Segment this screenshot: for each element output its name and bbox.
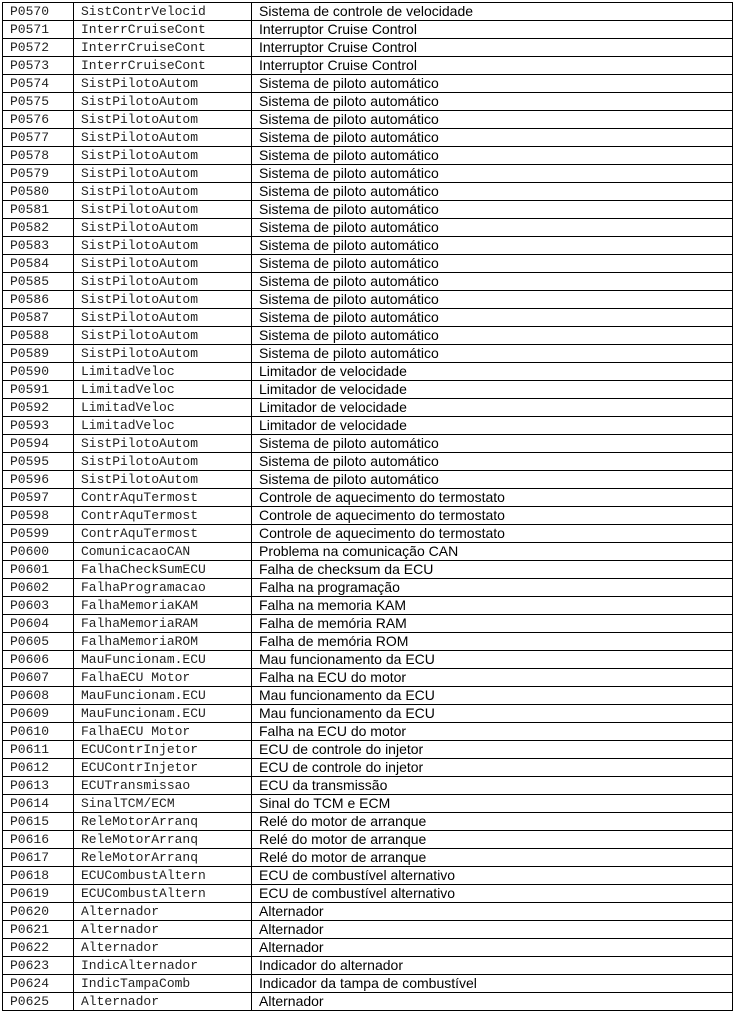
table-row bbox=[3, 363, 733, 381]
table-row bbox=[3, 327, 733, 345]
abbreviation-cell: SistPilotoAutom bbox=[74, 201, 252, 219]
abbreviation-cell: LimitadVeloc bbox=[74, 381, 252, 399]
fault-code-cell: P0577 bbox=[3, 129, 74, 147]
abbreviation-cell: ECUContrInjetor bbox=[74, 759, 252, 777]
fault-code-cell: P0570 bbox=[3, 3, 74, 21]
table-row bbox=[3, 867, 733, 885]
table-row bbox=[3, 723, 733, 741]
fault-code-cell: P0619 bbox=[3, 885, 74, 903]
description-cell: ECU de combustível alternativo bbox=[252, 867, 733, 885]
description-cell: Sistema de piloto automático bbox=[252, 345, 733, 363]
table-row bbox=[3, 381, 733, 399]
fault-code-cell: P0624 bbox=[3, 975, 74, 993]
table-row bbox=[3, 291, 733, 309]
abbreviation-cell: ReleMotorArranq bbox=[74, 831, 252, 849]
abbreviation-cell: SistPilotoAutom bbox=[74, 273, 252, 291]
table-row bbox=[3, 651, 733, 669]
abbreviation-cell: SistPilotoAutom bbox=[74, 309, 252, 327]
description-cell: Sistema de piloto automático bbox=[252, 471, 733, 489]
description-cell: Limitador de velocidade bbox=[252, 417, 733, 435]
description-cell: Mau funcionamento da ECU bbox=[252, 651, 733, 669]
abbreviation-cell: FalhaMemoriaKAM bbox=[74, 597, 252, 615]
description-cell: Falha na programação bbox=[252, 579, 733, 597]
fault-code-cell: P0605 bbox=[3, 633, 74, 651]
abbreviation-cell: InterrCruiseCont bbox=[74, 21, 252, 39]
description-cell: ECU de combustível alternativo bbox=[252, 885, 733, 903]
fault-code-cell: P0573 bbox=[3, 57, 74, 75]
fault-code-cell: P0614 bbox=[3, 795, 74, 813]
abbreviation-cell: ECUCombustAltern bbox=[74, 885, 252, 903]
table-row bbox=[3, 273, 733, 291]
description-cell: Falha na ECU do motor bbox=[252, 723, 733, 741]
fault-code-cell: P0578 bbox=[3, 147, 74, 165]
fault-code-cell: P0581 bbox=[3, 201, 74, 219]
abbreviation-cell: Alternador bbox=[74, 903, 252, 921]
table-row bbox=[3, 3, 733, 21]
abbreviation-cell: ReleMotorArranq bbox=[74, 849, 252, 867]
description-cell: Indicador da tampa de combustível bbox=[252, 975, 733, 993]
fault-code-cell: P0617 bbox=[3, 849, 74, 867]
description-cell: Falha na ECU do motor bbox=[252, 669, 733, 687]
table-row bbox=[3, 57, 733, 75]
fault-code-cell: P0580 bbox=[3, 183, 74, 201]
fault-code-cell: P0600 bbox=[3, 543, 74, 561]
table-row bbox=[3, 669, 733, 687]
abbreviation-cell: ComunicacaoCAN bbox=[74, 543, 252, 561]
fault-code-cell: P0572 bbox=[3, 39, 74, 57]
description-cell: Problema na comunicação CAN bbox=[252, 543, 733, 561]
table-row bbox=[3, 75, 733, 93]
table-row bbox=[3, 399, 733, 417]
abbreviation-cell: SistPilotoAutom bbox=[74, 453, 252, 471]
abbreviation-cell: MauFuncionam.ECU bbox=[74, 651, 252, 669]
abbreviation-cell: ContrAquTermost bbox=[74, 525, 252, 543]
fault-code-cell: P0575 bbox=[3, 93, 74, 111]
table-row bbox=[3, 255, 733, 273]
fault-code-cell: P0579 bbox=[3, 165, 74, 183]
fault-code-cell: P0608 bbox=[3, 687, 74, 705]
table-row bbox=[3, 795, 733, 813]
fault-code-cell: P0595 bbox=[3, 453, 74, 471]
description-cell: Sistema de piloto automático bbox=[252, 309, 733, 327]
description-cell: Sistema de piloto automático bbox=[252, 147, 733, 165]
fault-code-cell: P0587 bbox=[3, 309, 74, 327]
abbreviation-cell: SistPilotoAutom bbox=[74, 129, 252, 147]
description-cell: Interruptor Cruise Control bbox=[252, 21, 733, 39]
table-row bbox=[3, 561, 733, 579]
description-cell: Alternador bbox=[252, 939, 733, 957]
table-row bbox=[3, 885, 733, 903]
table-row bbox=[3, 975, 733, 993]
table-row bbox=[3, 489, 733, 507]
abbreviation-cell: FalhaMemoriaROM bbox=[74, 633, 252, 651]
description-cell: Limitador de velocidade bbox=[252, 381, 733, 399]
fault-code-cell: P0584 bbox=[3, 255, 74, 273]
table-row bbox=[3, 21, 733, 39]
description-cell: Sistema de piloto automático bbox=[252, 75, 733, 93]
abbreviation-cell: SistPilotoAutom bbox=[74, 471, 252, 489]
description-cell: Sistema de piloto automático bbox=[252, 183, 733, 201]
description-cell: Sistema de piloto automático bbox=[252, 255, 733, 273]
description-cell: Sistema de piloto automático bbox=[252, 201, 733, 219]
abbreviation-cell: FalhaMemoriaRAM bbox=[74, 615, 252, 633]
fault-code-table bbox=[2, 2, 733, 1011]
description-cell: Sistema de piloto automático bbox=[252, 219, 733, 237]
abbreviation-cell: SistPilotoAutom bbox=[74, 165, 252, 183]
table-row bbox=[3, 39, 733, 57]
description-cell: Alternador bbox=[252, 921, 733, 939]
table-row bbox=[3, 309, 733, 327]
fault-code-cell: P0622 bbox=[3, 939, 74, 957]
fault-code-cell: P0585 bbox=[3, 273, 74, 291]
abbreviation-cell: InterrCruiseCont bbox=[74, 39, 252, 57]
description-cell: Falha de checksum da ECU bbox=[252, 561, 733, 579]
table-row bbox=[3, 615, 733, 633]
fault-code-cell: P0616 bbox=[3, 831, 74, 849]
abbreviation-cell: MauFuncionam.ECU bbox=[74, 687, 252, 705]
fault-code-cell: P0604 bbox=[3, 615, 74, 633]
table-row bbox=[3, 165, 733, 183]
description-cell: Relé do motor de arranque bbox=[252, 849, 733, 867]
fault-code-cell: P0599 bbox=[3, 525, 74, 543]
fault-code-cell: P0611 bbox=[3, 741, 74, 759]
table-row bbox=[3, 471, 733, 489]
description-cell: Sistema de piloto automático bbox=[252, 273, 733, 291]
table-row bbox=[3, 237, 733, 255]
description-cell: Sistema de piloto automático bbox=[252, 327, 733, 345]
description-cell: Relé do motor de arranque bbox=[252, 831, 733, 849]
fault-code-cell: P0612 bbox=[3, 759, 74, 777]
table-row bbox=[3, 129, 733, 147]
table-row bbox=[3, 831, 733, 849]
fault-code-cell: P0597 bbox=[3, 489, 74, 507]
abbreviation-cell: SistPilotoAutom bbox=[74, 435, 252, 453]
fault-code-cell: P0609 bbox=[3, 705, 74, 723]
abbreviation-cell: SistPilotoAutom bbox=[74, 75, 252, 93]
table-row bbox=[3, 435, 733, 453]
description-cell: ECU de controle do injetor bbox=[252, 759, 733, 777]
fault-code-cell: P0574 bbox=[3, 75, 74, 93]
table-row bbox=[3, 687, 733, 705]
fault-code-cell: P0593 bbox=[3, 417, 74, 435]
table-row bbox=[3, 759, 733, 777]
table-row bbox=[3, 705, 733, 723]
fault-code-cell: P0613 bbox=[3, 777, 74, 795]
abbreviation-cell: SistPilotoAutom bbox=[74, 147, 252, 165]
fault-code-cell: P0610 bbox=[3, 723, 74, 741]
table-row bbox=[3, 417, 733, 435]
table-row bbox=[3, 507, 733, 525]
description-cell: Interruptor Cruise Control bbox=[252, 39, 733, 57]
fault-code-cell: P0598 bbox=[3, 507, 74, 525]
abbreviation-cell: LimitadVeloc bbox=[74, 399, 252, 417]
abbreviation-cell: SinalTCM/ECM bbox=[74, 795, 252, 813]
fault-code-rows bbox=[3, 3, 733, 1011]
table-row bbox=[3, 633, 733, 651]
abbreviation-cell: Alternador bbox=[74, 939, 252, 957]
fault-code-cell: P0620 bbox=[3, 903, 74, 921]
abbreviation-cell: IndicTampaComb bbox=[74, 975, 252, 993]
description-cell: Alternador bbox=[252, 903, 733, 921]
fault-code-cell: P0576 bbox=[3, 111, 74, 129]
table-row bbox=[3, 183, 733, 201]
table-row bbox=[3, 93, 733, 111]
fault-code-cell: P0588 bbox=[3, 327, 74, 345]
table-row bbox=[3, 147, 733, 165]
abbreviation-cell: FalhaECU Motor bbox=[74, 723, 252, 741]
description-cell: Limitador de velocidade bbox=[252, 363, 733, 381]
table-row bbox=[3, 777, 733, 795]
description-cell: Mau funcionamento da ECU bbox=[252, 705, 733, 723]
fault-code-cell: P0589 bbox=[3, 345, 74, 363]
abbreviation-cell: SistPilotoAutom bbox=[74, 219, 252, 237]
fault-code-cell: P0621 bbox=[3, 921, 74, 939]
description-cell: Falha na memoria KAM bbox=[252, 597, 733, 615]
abbreviation-cell: ReleMotorArranq bbox=[74, 813, 252, 831]
table-row bbox=[3, 939, 733, 957]
description-cell: Falha de memória ROM bbox=[252, 633, 733, 651]
table-row bbox=[3, 921, 733, 939]
description-cell: Sistema de piloto automático bbox=[252, 453, 733, 471]
table-row bbox=[3, 597, 733, 615]
description-cell: Indicador do alternador bbox=[252, 957, 733, 975]
abbreviation-cell: InterrCruiseCont bbox=[74, 57, 252, 75]
fault-code-cell: P0615 bbox=[3, 813, 74, 831]
abbreviation-cell: ECUCombustAltern bbox=[74, 867, 252, 885]
table-row bbox=[3, 345, 733, 363]
table-row bbox=[3, 453, 733, 471]
description-cell: Sistema de piloto automático bbox=[252, 165, 733, 183]
table-row bbox=[3, 957, 733, 975]
description-cell: Sistema de piloto automático bbox=[252, 129, 733, 147]
table-row bbox=[3, 201, 733, 219]
abbreviation-cell: Alternador bbox=[74, 921, 252, 939]
fault-code-cell: P0603 bbox=[3, 597, 74, 615]
description-cell: Limitador de velocidade bbox=[252, 399, 733, 417]
fault-code-cell: P0601 bbox=[3, 561, 74, 579]
description-cell: Controle de aquecimento do termostato bbox=[252, 525, 733, 543]
abbreviation-cell: FalhaProgramacao bbox=[74, 579, 252, 597]
description-cell: Alternador bbox=[252, 993, 733, 1011]
description-cell: ECU de controle do injetor bbox=[252, 741, 733, 759]
abbreviation-cell: IndicAlternador bbox=[74, 957, 252, 975]
abbreviation-cell: Alternador bbox=[74, 993, 252, 1011]
description-cell: Mau funcionamento da ECU bbox=[252, 687, 733, 705]
fault-code-cell: P0586 bbox=[3, 291, 74, 309]
description-cell: Sistema de controle de velocidade bbox=[252, 3, 733, 21]
description-cell: Sistema de piloto automático bbox=[252, 237, 733, 255]
table-row bbox=[3, 849, 733, 867]
table-row bbox=[3, 543, 733, 561]
description-cell: Controle de aquecimento do termostato bbox=[252, 507, 733, 525]
abbreviation-cell: MauFuncionam.ECU bbox=[74, 705, 252, 723]
fault-code-cell: P0583 bbox=[3, 237, 74, 255]
fault-code-cell: P0571 bbox=[3, 21, 74, 39]
abbreviation-cell: SistPilotoAutom bbox=[74, 291, 252, 309]
description-cell: Sistema de piloto automático bbox=[252, 435, 733, 453]
table-row bbox=[3, 993, 733, 1011]
abbreviation-cell: FalhaECU Motor bbox=[74, 669, 252, 687]
abbreviation-cell: LimitadVeloc bbox=[74, 417, 252, 435]
fault-code-cell: P0592 bbox=[3, 399, 74, 417]
description-cell: Falha de memória RAM bbox=[252, 615, 733, 633]
table-row bbox=[3, 525, 733, 543]
fault-code-cell: P0625 bbox=[3, 993, 74, 1011]
table-row bbox=[3, 903, 733, 921]
fault-code-cell: P0596 bbox=[3, 471, 74, 489]
fault-code-cell: P0606 bbox=[3, 651, 74, 669]
fault-code-cell: P0618 bbox=[3, 867, 74, 885]
abbreviation-cell: LimitadVeloc bbox=[74, 363, 252, 381]
fault-code-cell: P0607 bbox=[3, 669, 74, 687]
description-cell: Relé do motor de arranque bbox=[252, 813, 733, 831]
abbreviation-cell: SistContrVelocid bbox=[74, 3, 252, 21]
abbreviation-cell: ECUTransmissao bbox=[74, 777, 252, 795]
abbreviation-cell: ContrAquTermost bbox=[74, 507, 252, 525]
abbreviation-cell: SistPilotoAutom bbox=[74, 345, 252, 363]
description-cell: Sinal do TCM e ECM bbox=[252, 795, 733, 813]
table-row bbox=[3, 219, 733, 237]
abbreviation-cell: SistPilotoAutom bbox=[74, 255, 252, 273]
abbreviation-cell: ECUContrInjetor bbox=[74, 741, 252, 759]
abbreviation-cell: SistPilotoAutom bbox=[74, 237, 252, 255]
fault-code-cell: P0582 bbox=[3, 219, 74, 237]
description-cell: Controle de aquecimento do termostato bbox=[252, 489, 733, 507]
fault-code-cell: P0594 bbox=[3, 435, 74, 453]
abbreviation-cell: ContrAquTermost bbox=[74, 489, 252, 507]
abbreviation-cell: SistPilotoAutom bbox=[74, 93, 252, 111]
fault-code-cell: P0602 bbox=[3, 579, 74, 597]
description-cell: Interruptor Cruise Control bbox=[252, 57, 733, 75]
table-row bbox=[3, 579, 733, 597]
description-cell: ECU da transmissão bbox=[252, 777, 733, 795]
description-cell: Sistema de piloto automático bbox=[252, 111, 733, 129]
fault-code-cell: P0623 bbox=[3, 957, 74, 975]
fault-code-cell: P0591 bbox=[3, 381, 74, 399]
fault-code-cell: P0590 bbox=[3, 363, 74, 381]
abbreviation-cell: SistPilotoAutom bbox=[74, 327, 252, 345]
description-cell: Sistema de piloto automático bbox=[252, 291, 733, 309]
abbreviation-cell: SistPilotoAutom bbox=[74, 183, 252, 201]
table-row bbox=[3, 813, 733, 831]
table-row bbox=[3, 111, 733, 129]
abbreviation-cell: SistPilotoAutom bbox=[74, 111, 252, 129]
table-row bbox=[3, 741, 733, 759]
abbreviation-cell: FalhaCheckSumECU bbox=[74, 561, 252, 579]
description-cell: Sistema de piloto automático bbox=[252, 93, 733, 111]
